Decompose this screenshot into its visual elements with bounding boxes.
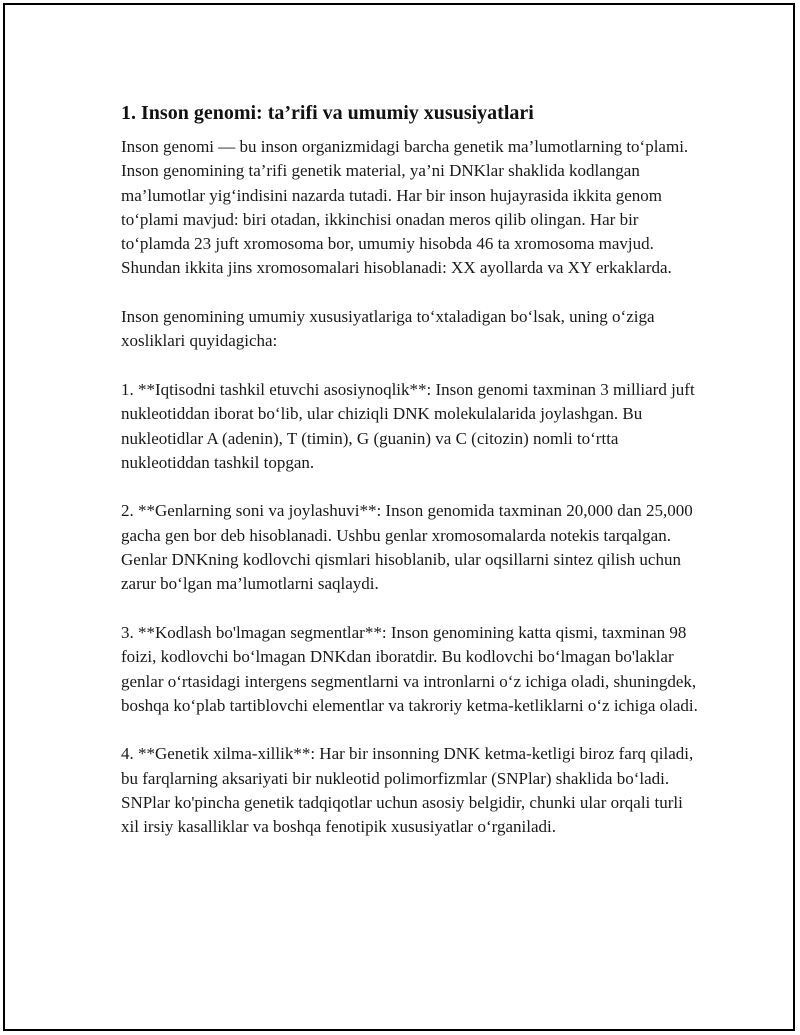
- list-item-1: 1. **Iqtisodni tashkil etuvchi asosiynoqlik**: Inson genomi taxminan 3 milliard juft nukleotiddan iborat bo‘lib, ular chiziqli DNK molekulalarida joylashgan. Bu nukleotidlar A (adenin), T (timin), G (guanin) va C (citozin) nomli to‘rtta nukleotiddan tashkil topgan.: [121, 379, 695, 472]
- page-frame: [3, 3, 795, 1031]
- document-title: 1. Inson genomi: ta’rifi va umumiy xususiyatlari: [121, 102, 534, 124]
- list-item-4: 4. **Genetik xilma-xillik**: Har bir insonning DNK ketma-ketligi biroz farq qiladi, bu farqlarning aksariyati bir nukleotid polimorfizmlar (SNPlar) shaklida bo‘ladi. SNPlar ko'pincha genetik tadqiqotlar uchun asosiy belgidir, chunki ular orqali turli xil irsiy kasalliklar va boshqa fenotipik xususiyatlar o‘rganiladi.: [121, 744, 694, 837]
- list-item-3: 3. **Kodlash bo'lmagan segmentlar**: Inson genomining katta qismi, taxminan 98 foizi, kodlovchi bo‘lmagan DNKdan iboratdir. Bu kodlovchi bo‘lmagan bo'laklar genlar o‘rtasidagi intergens segmentlarni va intronlarni o‘z ichiga oladi, shuningdek, boshqa ko‘plab tartiblovchi elementlar va takroriy ketma-ketliklarni o‘z ichiga oladi.: [121, 622, 698, 715]
- paragraph-lead-in: Inson genomining umumiy xususiyatlariga to‘xtaladigan bo‘lsak, uning o‘ziga xosliklari quyidagicha:: [121, 307, 655, 351]
- document-body: [121, 99, 701, 864]
- paragraph-intro: Inson genomi — bu inson organizmidagi barcha genetik ma’lumotlarning to‘plami. Inson genomining ta’rifi genetik material, ya’ni DNKlar shaklida kodlangan ma’lumotlar yig‘indisini nazarda tutadi. Har bir inson hujayrasida ikkita genom to‘plami mavjud: biri otadan, ikkinchisi onadan meros qilib olingan. Har bir to‘plamda 23 juft xromosoma bor, umumiy hisobda 46 ta xromosoma mavjud. Shundan ikkita jins xromosomalari hisoblanadi: XX ayollarda va XY erkaklarda.: [121, 137, 689, 278]
- list-item-2: 2. **Genlarning soni va joylashuvi**: Inson genomida taxminan 20,000 dan 25,000 gacha gen bor deb hisoblanadi. Ushbu genlar xromosomalarda notekis tarqalgan. Genlar DNKning kodlovchi qismlari hisoblanib, ular oqsillarni sintez qilish uchun zarur bo‘lgan ma’lumotlarni saqlaydi.: [121, 501, 693, 594]
